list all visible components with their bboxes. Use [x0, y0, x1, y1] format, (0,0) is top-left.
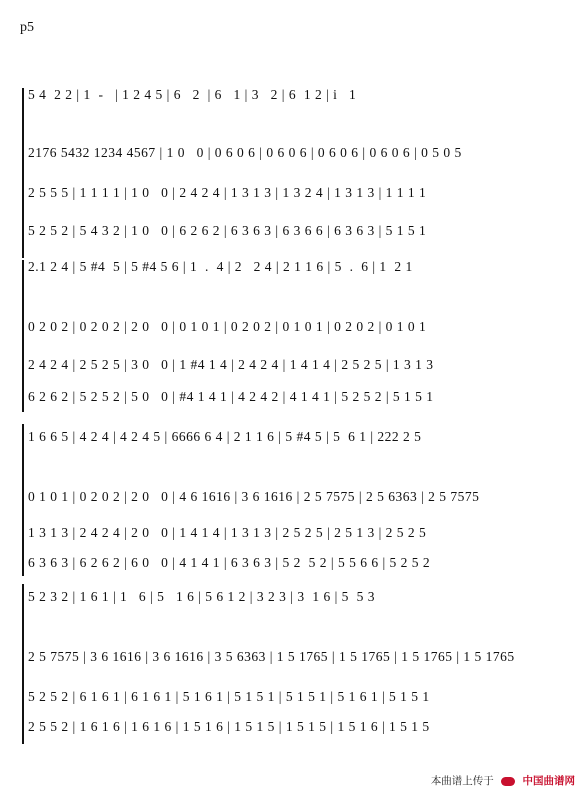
- system-brace: [22, 584, 24, 744]
- melody-line: 5 4 2 2 | 1 - | 1 2 4 5 | 6 2 | 6 1 | 3 2 | 6 1 2 | i 1: [28, 87, 357, 102]
- chord-line-2: 2 5 5 5 | 1 1 1 1 | 1 0 0 | 2 4 2 4 | 1 3 1 3 | 1 3 2 4 | 1 3 1 3 | 1 1 1 1: [28, 185, 427, 200]
- system-brace: [22, 88, 24, 258]
- chord-line-2: 1 3 1 3 | 2 4 2 4 | 2 0 0 | 1 4 1 4 | 1 3 1 3 | 2 5 2 5 | 2 5 1 3 | 2 5 2 5: [28, 525, 427, 540]
- system-3: [0, 424, 587, 584]
- melody-line: 1 6 6 5 | 4 2 4 | 4 2 4 5 | 6666 6 4 | 2 1 1 6 | 5 #4 5 | 5 6 1 | 222 2 5: [28, 429, 422, 444]
- site-logo-icon: [501, 777, 515, 786]
- system-1: [0, 80, 587, 260]
- bass-line: 6 2 6 2 | 5 2 5 2 | 5 0 0 | #4 1 4 1 | 4 2 4 2 | 4 1 4 1 | 5 2 5 2 | 5 1 5 1: [28, 389, 434, 404]
- bass-line: 6 3 6 3 | 6 2 6 2 | 6 0 0 | 4 1 4 1 | 6 3 6 3 | 5 2 5 2 | 5 5 6 6 | 5 2 5 2: [28, 555, 431, 570]
- chord-line-1: 0 2 0 2 | 0 2 0 2 | 2 0 0 | 0 1 0 1 | 0 2 0 2 | 0 1 0 1 | 0 2 0 2 | 0 1 0 1: [28, 319, 427, 334]
- site-logo-text[interactable]: 中国曲谱网: [522, 775, 575, 787]
- footer-credit: [431, 773, 575, 788]
- chord-line-2: 5 2 5 2 | 6 1 6 1 | 6 1 6 1 | 5 1 6 1 | 5 1 5 1 | 5 1 5 1 | 5 1 6 1 | 5 1 5 1: [28, 689, 430, 704]
- system-brace: [22, 260, 24, 412]
- chord-line-1: 0 1 0 1 | 0 2 0 2 | 2 0 0 | 4 6 1616 | 3 6 1616 | 2 5 7575 | 2 5 6363 | 2 5 7575: [28, 489, 480, 504]
- chord-line-1: 2176 5432 1234 4567 | 1 0 0 | 0 6 0 6 | 0 6 0 6 | 0 6 0 6 | 0 6 0 6 | 0 5 0 5: [28, 145, 462, 160]
- melody-line: 5 2 3 2 | 1 6 1 | 1 6 | 5 1 6 | 5 6 1 2 | 3 2 3 | 3 1 6 | 5 5 3: [28, 589, 376, 604]
- footer-text: 本曲谱上传于: [430, 775, 494, 787]
- bass-line: 2 5 5 2 | 1 6 1 6 | 1 6 1 6 | 1 5 1 6 | 1 5 1 5 | 1 5 1 5 | 1 5 1 6 | 1 5 1 5: [28, 719, 430, 734]
- page-number: p5: [20, 20, 34, 35]
- bass-line: 5 2 5 2 | 5 4 3 2 | 1 0 0 | 6 2 6 2 | 6 3 6 3 | 6 3 6 6 | 6 3 6 3 | 5 1 5 1: [28, 223, 427, 238]
- chord-line-2: 2 4 2 4 | 2 5 2 5 | 3 0 0 | 1 #4 1 4 | 2 4 2 4 | 1 4 1 4 | 2 5 2 5 | 1 3 1 3: [28, 357, 434, 372]
- system-brace: [22, 424, 24, 576]
- system-4: [0, 584, 587, 754]
- chord-line-1: 2 5 7575 | 3 6 1616 | 3 6 1616 | 3 5 6363 | 1 5 1765 | 1 5 1765 | 1 5 1765 | 1 5 1765: [28, 649, 515, 664]
- melody-line: 2.1 2 4 | 5 #4 5 | 5 #4 5 6 | 1 . 4 | 2 2 4 | 2 1 1 6 | 5 . 6 | 1 2 1: [28, 259, 413, 274]
- system-2: [0, 258, 587, 418]
